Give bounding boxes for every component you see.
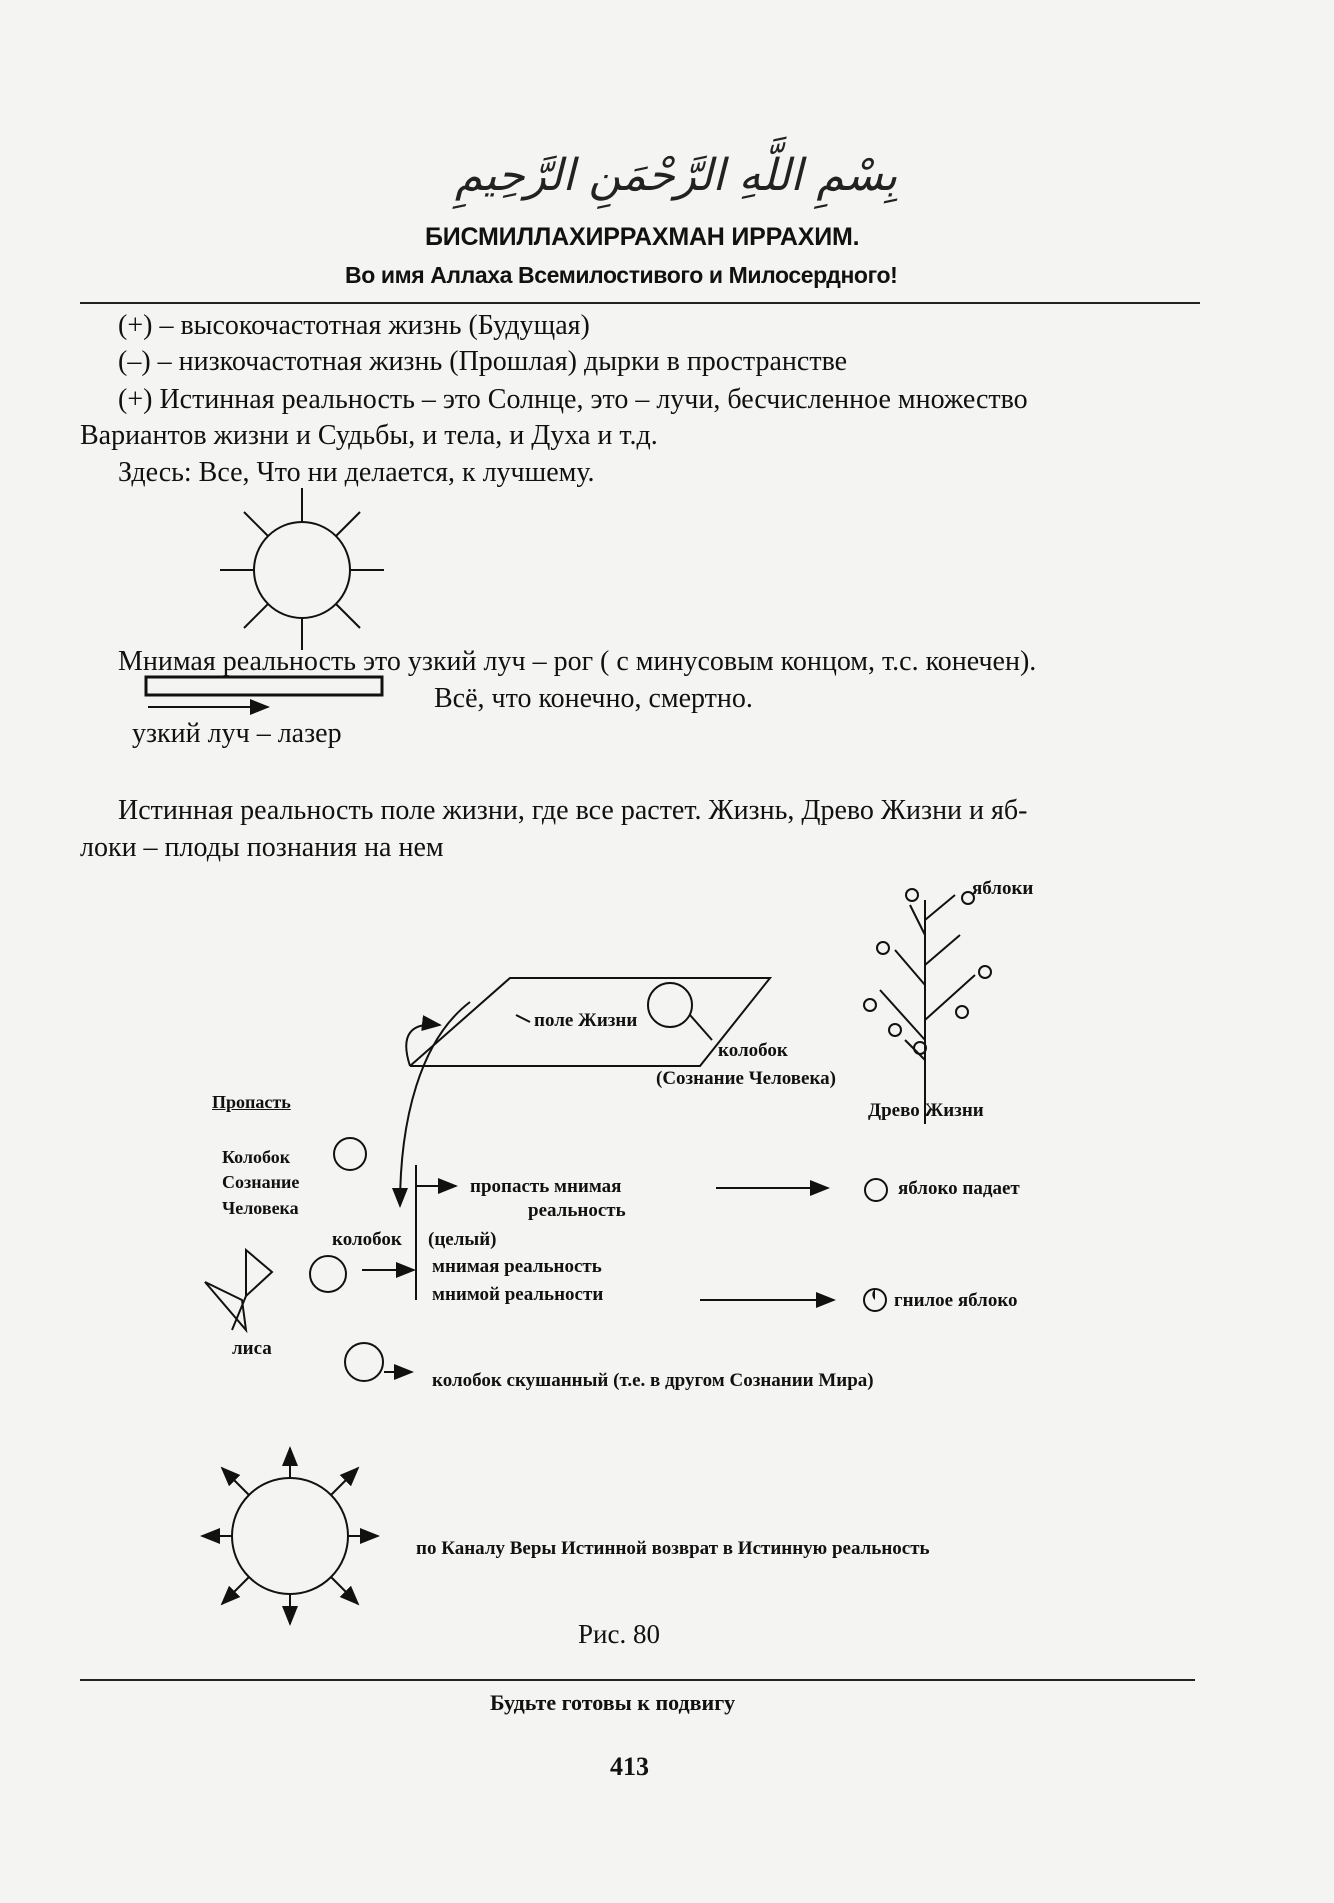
tree-of-life-icon	[864, 889, 991, 1124]
label-return: по Каналу Веры Истинной возврат в Истинную реальность	[416, 1538, 930, 1559]
text-line-10: локи – плоды познания на нем	[80, 832, 444, 863]
label-consciousness: (Сознание Человека)	[656, 1068, 836, 1089]
kolobok-on-field	[648, 983, 692, 1027]
label-apple-falls: яблоко падает	[898, 1178, 1020, 1199]
text-line-6: Мнимая реальность это узкий луч – рог ( с минусовым концом, т.с. конечен).	[118, 646, 1037, 677]
narrow-beam-bar	[146, 677, 382, 707]
label-fox: лиса	[232, 1338, 272, 1359]
text-line-8: узкий луч – лазер	[132, 718, 342, 749]
kolobok-pointer	[690, 1015, 712, 1040]
label-tree-of-life: Древо Жизни	[868, 1100, 984, 1121]
text-line-3: (+) Истинная реальность – это Солнце, это – лучи, бесчисленное множество	[118, 384, 1028, 415]
header-subtitle: Во имя Аллаха Всемилостивого и Милосердного!	[345, 262, 898, 288]
header-title: БИСМИЛЛАХИРРАХМАН ИРРАХИМ.	[425, 223, 860, 251]
label-abyss-heading: Пропасть	[212, 1092, 291, 1112]
label-eaten-kolobok: колобок скушанный (т.е. в другом Сознании Мира)	[432, 1370, 874, 1391]
label-kolobok: колобок	[718, 1040, 788, 1061]
kolobok-consciousness-circle	[334, 1138, 366, 1170]
label-imaginary-1: мнимая реальность	[432, 1256, 602, 1277]
page-number: 413	[610, 1752, 649, 1781]
eaten-kolobok-circle	[345, 1343, 383, 1381]
footer-divider	[80, 1679, 1195, 1681]
label-kolobok-whole-2: (целый)	[428, 1229, 497, 1250]
sun-icon	[220, 488, 384, 650]
label-kolobok-2: Колобок	[222, 1147, 291, 1167]
text-line-5: Здесь: Все, Что ни делается, к лучшему.	[118, 457, 595, 488]
fox-icon	[205, 1250, 272, 1330]
label-imaginary-2: мнимой реальности	[432, 1284, 604, 1305]
label-kolobok-whole-1: колобок	[332, 1229, 402, 1250]
label-field-of-life: поле Жизни	[534, 1010, 638, 1031]
footer-text: Будьте готовы к подвигу	[490, 1690, 736, 1715]
label-human: Человека	[222, 1198, 299, 1218]
bismillah-calligraphy: بِسْمِ اللَّهِ الرَّحْمَنِ الرَّحِيمِ	[455, 150, 898, 201]
label-abyss-imaginary-2: реальность	[528, 1200, 626, 1221]
label-rotten-apple: гнилое яблоко	[894, 1290, 1018, 1311]
text-line-1: (+) – высокочастотная жизнь (Будущая)	[118, 310, 590, 341]
radiating-sun-icon	[202, 1448, 378, 1624]
text-line-2: (–) – низкочастотная жизнь (Прошлая) дырки в пространстве	[118, 346, 848, 377]
figure-caption: Рис. 80	[578, 1619, 660, 1649]
label-apples: яблоки	[972, 878, 1034, 899]
text-line-9: Истинная реальность поле жизни, где все растет. Жизнь, Древо Жизни и яб-	[118, 795, 1028, 826]
label-abyss-imaginary-1: пропасть мнимая	[470, 1176, 622, 1197]
falling-apple-icon	[865, 1179, 887, 1201]
text-line-4: Вариантов жизни и Судьбы, и тела, и Духа и т.д.	[80, 420, 658, 451]
text-line-7: Всё, что конечно, смертно.	[434, 683, 753, 714]
kolobok-whole-circle	[310, 1256, 346, 1292]
label-consciousness-2: Сознание	[222, 1172, 300, 1192]
